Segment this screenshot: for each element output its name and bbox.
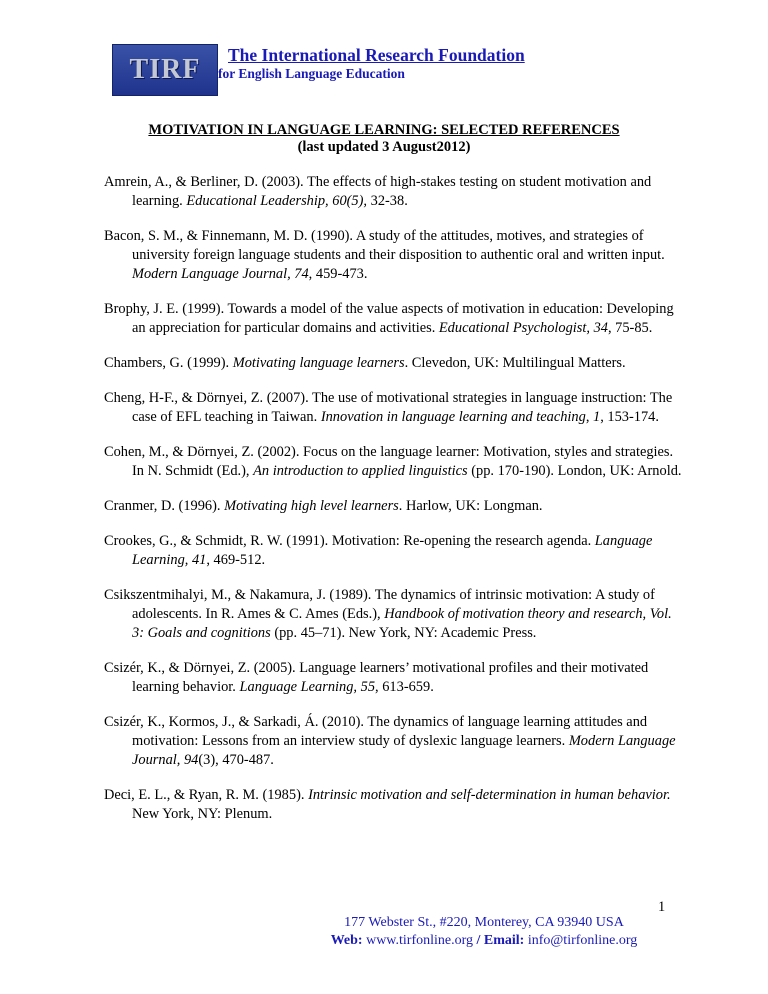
ref-source: Intrinsic motivation and self-determination in human behavior. (308, 787, 671, 803)
reference-entry (104, 786, 684, 824)
web-label: Web: (330, 933, 363, 948)
ref-text: (3), 470-487. (198, 752, 274, 768)
ref-text: , 459-473. (308, 266, 368, 282)
page-number: 1 (658, 899, 666, 915)
ref-source: Motivating language learners (232, 355, 405, 371)
ref-text: Cranmer, D. (1996). (104, 498, 225, 514)
ref-text: New York, NY: Plenum. (132, 806, 273, 822)
reference-entry (104, 354, 684, 373)
ref-text: 32-38. (367, 193, 408, 209)
reference-entry (104, 713, 684, 770)
ref-source: Educational Psychologist, 34 (438, 320, 608, 336)
footer-contact (300, 932, 668, 950)
ref-text: Csizér, K., Kormos, J., & Sarkadi, Á. (2010). The dynamics of language learning attitudes and motivation: Lessons from an interview study of dyslexic language learners. (104, 714, 648, 749)
ref-text: Brophy, J. E. (1999). Towards a model of the value aspects of motivation in education: Developing an appreciation for particular domains and activities. (104, 301, 674, 336)
reference-entry (104, 443, 684, 481)
ref-text: Bacon, S. M., & Finnemann, M. D. (1990). A study of the attitudes, motives, and strategies of university foreign language students and their disposition to authentic oral and written input. (104, 228, 665, 263)
reference-entry (104, 389, 684, 427)
reference-entry (104, 300, 684, 338)
footer-address: 177 Webster St., #220, Monterey, CA 93940 USA (344, 915, 624, 930)
reference-entry (104, 586, 684, 643)
ref-text: Chambers, G. (1999). (104, 355, 233, 371)
ref-text: . Clevedon, UK: Multilingual Matters. (404, 355, 626, 371)
reference-entry (104, 173, 684, 211)
ref-source: Educational Leadership, 60(5), (186, 193, 368, 209)
tirf-logo (112, 44, 218, 96)
email-link[interactable]: info@tirfonline.org (527, 933, 638, 948)
ref-text: , 153-174. (600, 409, 659, 425)
ref-source: Motivating high level learners (224, 498, 399, 514)
ref-text: Cohen, M., & Dörnyei, Z. (2002). Focus on the language learner: Motivation, styles and strategies. In N. Schmidt (Ed.), (104, 444, 674, 479)
org-name-link[interactable]: The International Research Foundation (228, 45, 525, 65)
document-title: MOTIVATION IN LANGUAGE LEARNING: SELECTED REFERENCES (148, 122, 620, 138)
ref-source: Modern Language Journal, 94 (132, 733, 676, 768)
reference-list (104, 173, 684, 840)
ref-text: Crookes, G., & Schmidt, R. W. (1991). Motivation: Re-opening the research agenda. (104, 533, 595, 549)
ref-text: (pp. 45–71). New York, NY: Academic Press. (270, 625, 537, 641)
separator: / (473, 933, 484, 948)
org-subtitle: for English Language Education (218, 66, 405, 81)
ref-source: Handbook of motivation theory and research, Vol. 3: Goals and cognitions (132, 606, 672, 641)
ref-text: Amrein, A., & Berliner, D. (2003). The effects of high-stakes testing on student motivation and learning. (104, 174, 652, 209)
ref-text: , 613-659. (375, 679, 434, 695)
ref-text: Csizér, K., & Dörnyei, Z. (2005). Language learners’ motivational profiles and their motivated learning behavior. (104, 660, 649, 695)
ref-text: (pp. 170-190). London, UK: Arnold. (467, 463, 682, 479)
ref-volume: 1 (593, 409, 601, 425)
ref-text: Deci, E. L., & Ryan, R. M. (1985). (104, 787, 309, 803)
ref-source: An introduction to applied linguistics (253, 463, 468, 479)
email-label: Email: (483, 933, 525, 948)
ref-source: Language Learning, 41 (132, 533, 653, 568)
document-subtitle: (last updated 3 August2012) (297, 139, 471, 155)
reference-entry (104, 532, 684, 570)
ref-text: , (585, 409, 594, 425)
ref-source: Language Learning, 55 (239, 679, 376, 695)
reference-entry (104, 659, 684, 697)
ref-source: Modern Language Journal, 74 (132, 266, 309, 282)
logo-text: TIRF (129, 54, 201, 85)
ref-source: Innovation in language learning and teaching (320, 409, 586, 425)
ref-text: , 75-85. (607, 320, 653, 336)
reference-entry (104, 497, 684, 516)
web-link[interactable]: www.tirfonline.org (366, 933, 474, 948)
ref-text: , 469-512. (206, 552, 266, 568)
footer (300, 914, 668, 950)
reference-entry (104, 227, 684, 284)
ref-text: Csikszentmihalyi, M., & Nakamura, J. (1989). The dynamics of intrinsic motivation: A study of adolescents. In R. Ames & C. Ames (Eds.), (104, 587, 655, 622)
ref-text: . Harlow, UK: Longman. (398, 498, 543, 514)
ref-text: Cheng, H-F., & Dörnyei, Z. (2007). The use of motivational strategies in language instruction: The case of EFL teaching in Taiwan. (104, 390, 673, 425)
